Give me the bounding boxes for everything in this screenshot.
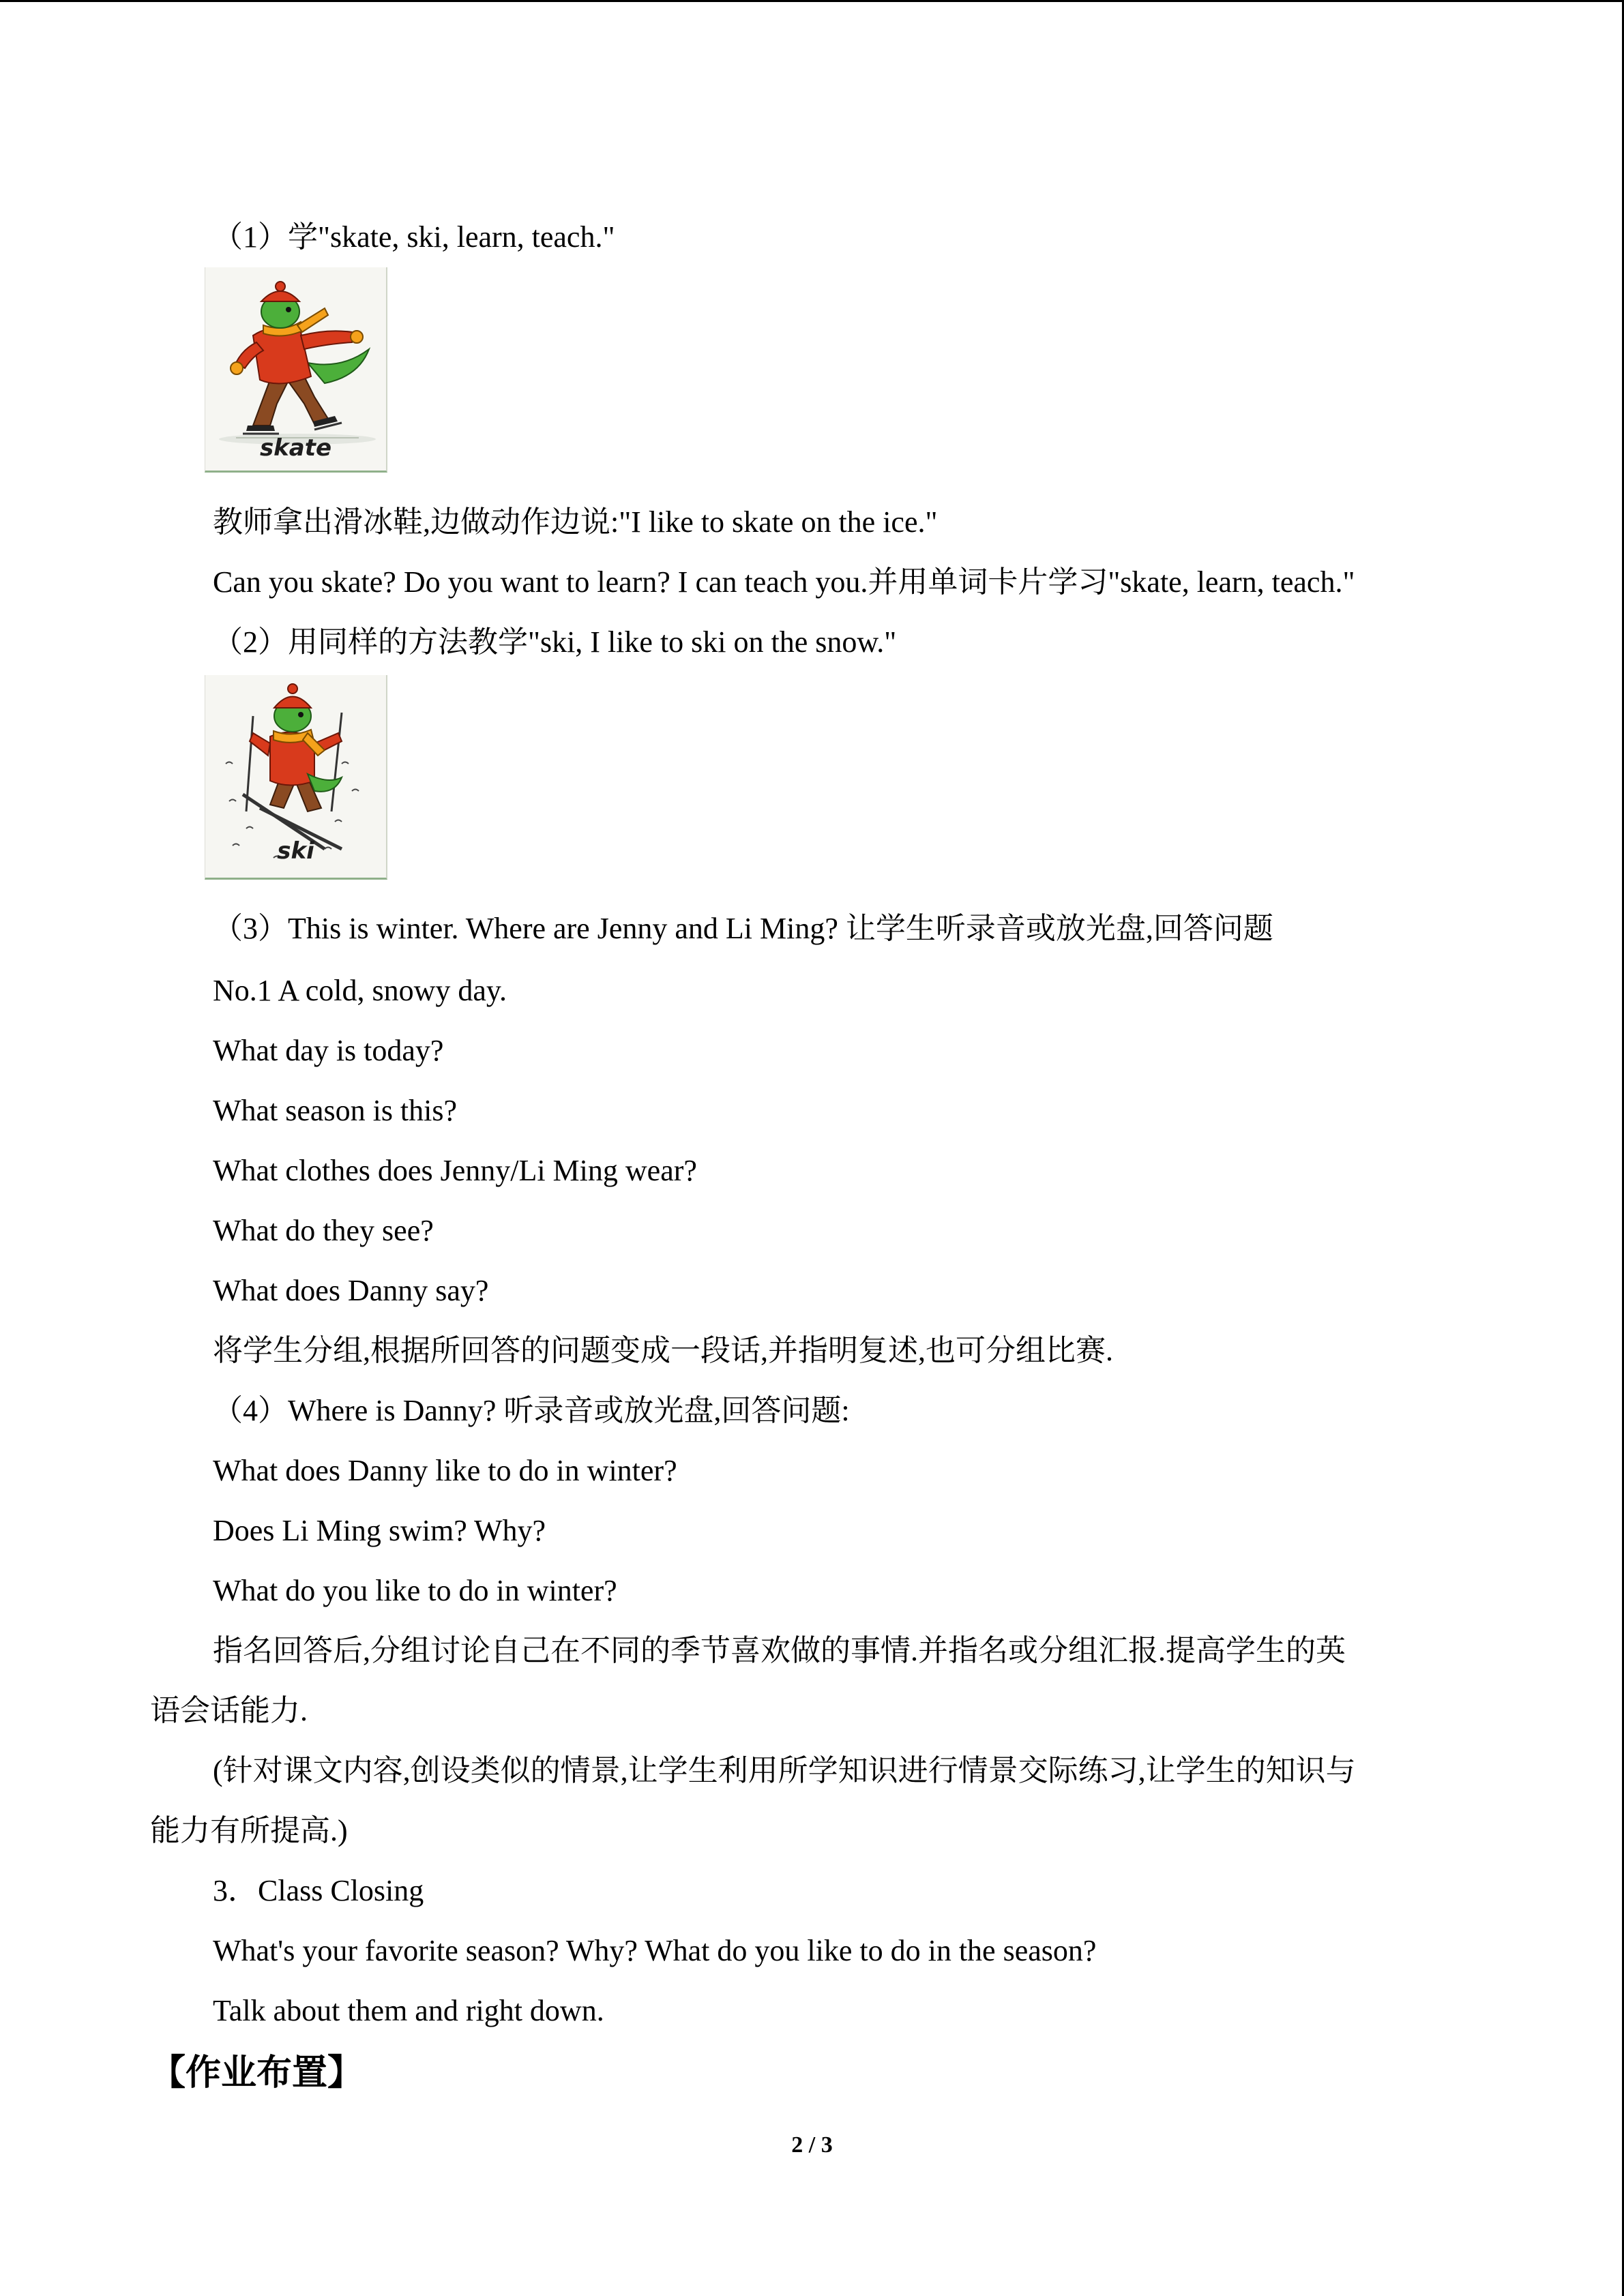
text-line-16: What do you like to do in winter?	[213, 1574, 617, 1607]
text-line-22: What's your favorite season? Why? What do you like to do in the season?	[213, 1934, 1097, 1967]
text-line-19: (针对课文内容,创设类似的情景,让学生利用所学知识进行情景交际练习,让学生的知识与	[213, 1754, 1356, 1787]
text-line-17: 指名回答后,分组讨论自己在不同的季节喜欢做的事情.并指名或分组汇报.提高学生的英	[213, 1634, 1346, 1667]
text-line-3: Can you skate? Do you want to learn? I can teach you.并用单词卡片学习"skate, learn, teach."	[213, 565, 1355, 599]
skate-caption: skate	[259, 434, 332, 462]
text-line-6: No.1 A cold, snowy day.	[213, 974, 507, 1007]
text-line-14: What does Danny like to do in winter?	[213, 1454, 677, 1487]
text-line-5: （3）This is winter. Where are Jenny and Li Ming? 让学生听录音或放光盘,回答问题	[213, 912, 1273, 945]
text-line-23: Talk about them and right down.	[213, 1994, 604, 2027]
text-line-21: 3．Class Closing	[213, 1874, 424, 1907]
text-line-12: 将学生分组,根据所回答的问题变成一段话,并指明复述,也可分组比赛.	[213, 1334, 1113, 1367]
skate-picture	[205, 267, 387, 473]
text-line-20: 能力有所提高.)	[150, 1814, 348, 1847]
page-number: 2 / 3	[791, 2132, 833, 2158]
homework-heading: 【作业布置】	[150, 2053, 364, 2093]
text-line-4: （2）用同样的方法教学"ski, I like to ski on the snow."	[213, 625, 897, 659]
text-line-18: 语会话能力.	[150, 1694, 308, 1727]
text-line-7: What day is today?	[213, 1034, 444, 1067]
page-top-border	[0, 0, 1624, 2]
text-line-10: What do they see?	[213, 1214, 434, 1247]
text-line-15: Does Li Ming swim? Why?	[213, 1514, 546, 1547]
text-line-11: What does Danny say?	[213, 1274, 489, 1307]
ski-picture	[205, 675, 387, 880]
text-line-2: 教师拿出滑冰鞋,边做动作边说:"I like to skate on the ice."	[213, 505, 938, 539]
ski-caption: ski	[277, 837, 314, 865]
text-line-9: What clothes does Jenny/Li Ming wear?	[213, 1154, 697, 1187]
text-line-1: （1）学"skate, ski, learn, teach."	[213, 220, 615, 254]
text-line-8: What season is this?	[213, 1094, 458, 1127]
text-line-13: （4）Where is Danny? 听录音或放光盘,回答问题:	[213, 1394, 850, 1427]
